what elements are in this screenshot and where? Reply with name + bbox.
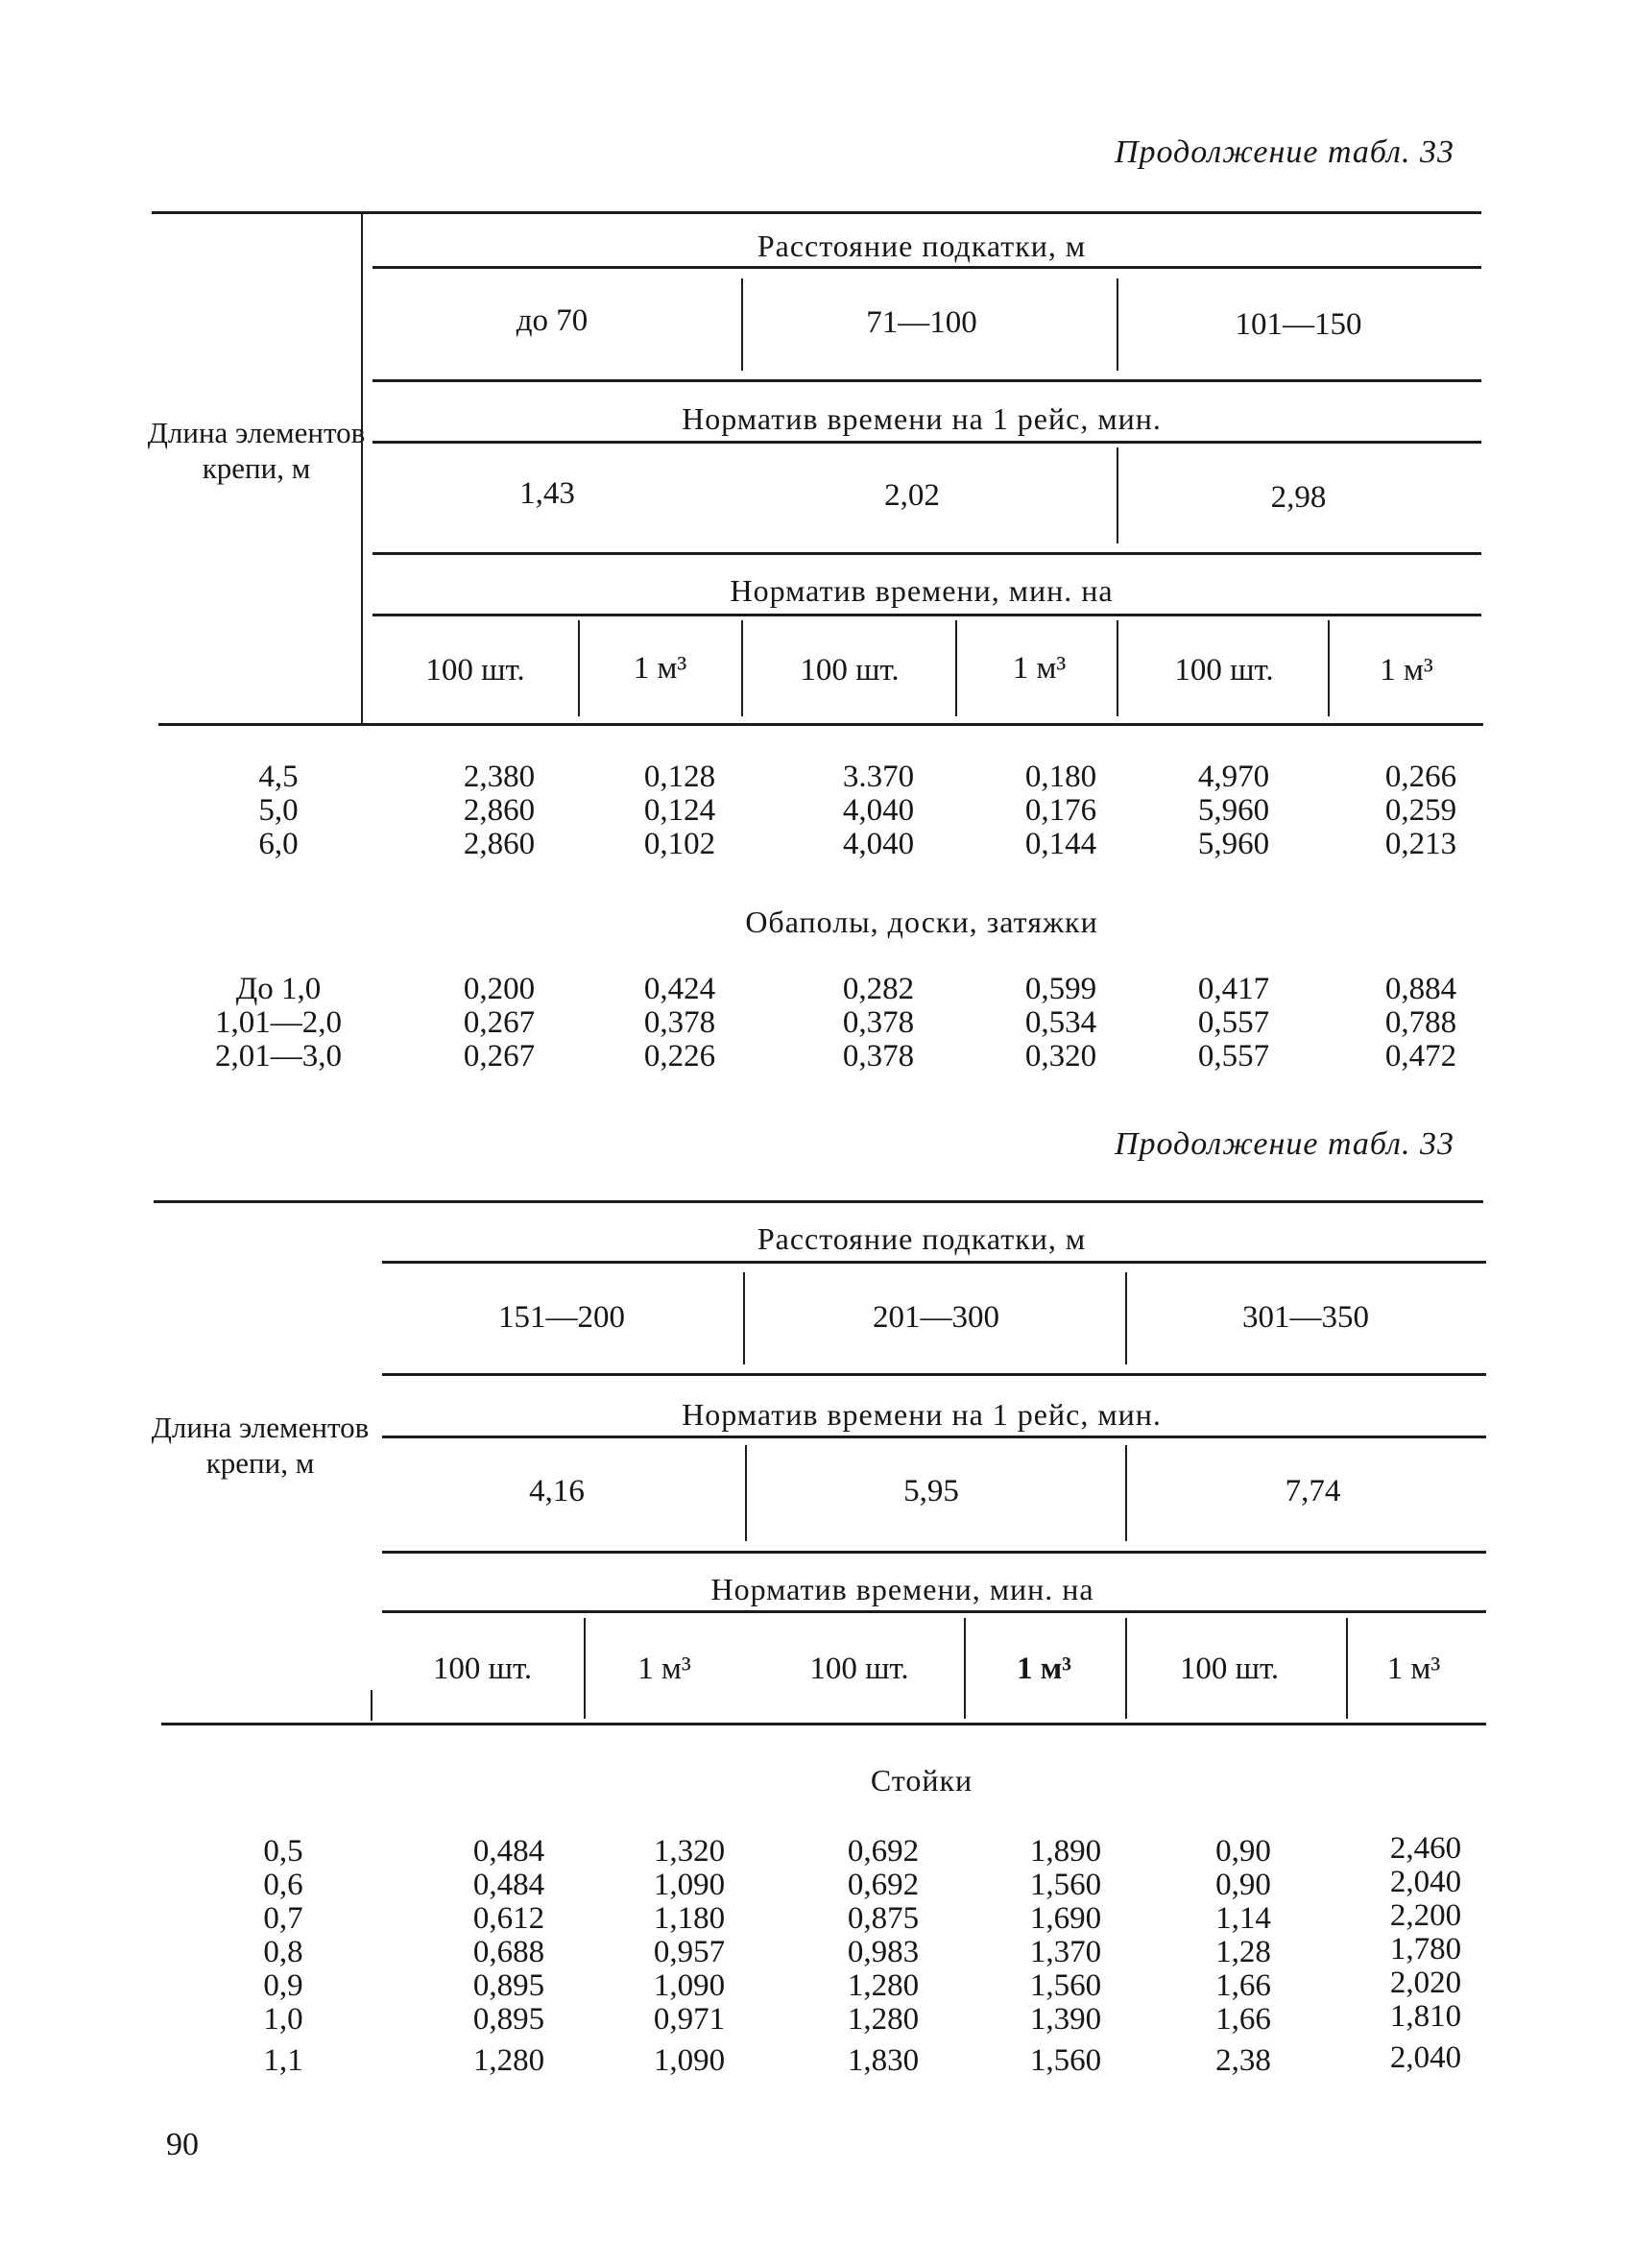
table-1-group-2-title: Обаполы, доски, затяжки: [745, 905, 1098, 939]
table-2-trip-value-3: 7,74: [1285, 1474, 1341, 1508]
table-2-unit-1: 100 шт.: [432, 1652, 533, 1686]
table-cell: 0,102: [643, 827, 716, 861]
table-1-g2-col-2: [603, 973, 757, 1074]
table-row-length: 2,01—3,0: [215, 1039, 342, 1074]
table-cell: 0,957: [653, 1935, 726, 1969]
table-1-unit-4: 1 м³: [1012, 651, 1067, 686]
table-1-rule-4: [372, 552, 1481, 555]
table-cell: 0,557: [1197, 1039, 1270, 1074]
table-2-col-4: [989, 1835, 1142, 2078]
table-1-range-2: 71—100: [866, 305, 977, 340]
table-2-unit-2: 1 м³: [637, 1652, 691, 1686]
table-2-unit-4: 1 м³: [1016, 1652, 1072, 1686]
table-2-top-rule: [154, 1200, 1483, 1203]
table-cell: 2,040: [1389, 1865, 1462, 1899]
table-1-g1-col-4: [984, 760, 1138, 861]
table-1-g2-col-1: [422, 973, 576, 1074]
table-2-unit-div-1: [584, 1618, 586, 1719]
table-1-unit-div-4: [1117, 620, 1118, 716]
table-cell: 0,226: [643, 1039, 716, 1074]
table-row-length: 1,01—2,0: [215, 1005, 342, 1040]
table-2-norm-header: Норматив времени, мин. на: [710, 1572, 1094, 1606]
table-cell: 1,090: [653, 1868, 726, 1902]
table-cell: 0,378: [643, 1005, 716, 1040]
table-2-group-1-title: Стойки: [870, 1763, 973, 1798]
table-1-unit-6: 1 м³: [1380, 653, 1433, 688]
table-2-range-2: 201—300: [873, 1300, 999, 1335]
table-cell: 0,424: [643, 972, 716, 1006]
table-2-distance-header: Расстояние подкатки, м: [757, 1221, 1087, 1256]
table-cell: 0,612: [472, 1901, 545, 1936]
table-cell: 0,557: [1197, 1005, 1270, 1040]
table-cell: 0,534: [1024, 1005, 1097, 1040]
table-row-length: 1,1: [263, 2043, 303, 2078]
table-1-unit-div-5: [1328, 620, 1330, 716]
table-1-distance-header: Расстояние подкатки, м: [757, 229, 1087, 263]
table-cell: 0,692: [847, 1834, 920, 1869]
table-2-length-col: [182, 1835, 384, 2078]
table-2-trip-div-2: [1125, 1445, 1127, 1541]
table-cell: 2,38: [1215, 2043, 1271, 2078]
table-1-rule-1: [372, 266, 1481, 269]
table-cell: 0,971: [653, 2002, 726, 2037]
table-1-g2-col-3: [802, 973, 955, 1074]
table-row-length: 1,0: [263, 2002, 303, 2037]
table-row-length: 4,5: [258, 760, 299, 794]
table-cell: 2,040: [1389, 2040, 1462, 2075]
table-1-unit-2: 1 м³: [633, 651, 687, 686]
table-1-trip-div: [1117, 447, 1118, 543]
table-cell: 2,380: [463, 760, 536, 794]
table-cell: 2,020: [1389, 1966, 1462, 2000]
table-1-unit-div-3: [955, 620, 957, 716]
table-cell: 1,090: [653, 2043, 726, 2078]
table-row-length: 0,9: [263, 1968, 303, 2003]
table-cell: 0,200: [463, 972, 536, 1006]
table-1-rule-2: [372, 379, 1481, 382]
table-1-trip-value-2: 2,02: [884, 478, 940, 513]
table-1-g1-col-2: [603, 760, 757, 861]
table-2-unit-5: 100 шт.: [1179, 1652, 1280, 1686]
table-2-unit-div-3: [1125, 1618, 1127, 1719]
table-cell: 2,200: [1389, 1898, 1462, 1933]
table-cell: 0,213: [1384, 827, 1457, 861]
table-cell: 1,320: [653, 1834, 726, 1869]
table-cell: 1,560: [1029, 1868, 1102, 1902]
table-cell: 1,810: [1389, 1999, 1462, 2034]
page-number: 90: [166, 2127, 199, 2162]
table-row-length: 6,0: [258, 827, 299, 861]
table-2-col-5: [1166, 1835, 1320, 2078]
table-cell: 0,176: [1024, 793, 1097, 828]
table-1-g1-col-6: [1344, 760, 1498, 861]
table-cell: 0,378: [842, 1039, 915, 1074]
table-1-caption: Продолжение табл. 33: [1114, 134, 1454, 170]
table-2-col-6: [1349, 1832, 1502, 2075]
table-1-g2-col-5: [1157, 973, 1310, 1074]
table-2-rule-3: [382, 1436, 1486, 1438]
table-cell: 1,690: [1029, 1901, 1102, 1936]
table-cell: 0,875: [847, 1901, 920, 1936]
table-cell: 0,90: [1215, 1868, 1271, 1902]
table-2-unit-div-0: [371, 1690, 372, 1721]
table-cell: 1,280: [472, 2043, 545, 2078]
table-1-range-1: до 70: [516, 303, 589, 338]
table-2-trip-div-1: [745, 1445, 747, 1541]
table-2-col-1: [432, 1835, 586, 2078]
table-cell: 1,28: [1215, 1935, 1271, 1969]
table-cell: 1,890: [1029, 1834, 1102, 1869]
table-1-range-div-1: [741, 278, 743, 371]
table-cell: 0,688: [472, 1935, 545, 1969]
table-2-unit-6: 1 м³: [1386, 1652, 1441, 1686]
table-2-trip-value-2: 5,95: [903, 1474, 959, 1508]
table-1-g2-length-col: [178, 973, 379, 1074]
table-cell: 1,14: [1215, 1901, 1271, 1936]
table-2-col-3: [806, 1835, 960, 2078]
table-cell: 4,970: [1197, 760, 1270, 794]
table-cell: 0,124: [643, 793, 716, 828]
table-cell: 4,040: [842, 793, 915, 828]
table-2-unit-3: 100 шт.: [809, 1652, 909, 1686]
table-cell: 0,180: [1024, 760, 1097, 794]
table-cell: 4,040: [842, 827, 915, 861]
table-2-rule-4: [382, 1551, 1486, 1554]
table-cell: 2,860: [463, 793, 536, 828]
table-row-length: 0,7: [263, 1901, 303, 1936]
table-cell: 0,259: [1384, 793, 1457, 828]
table-1-g1-col-1: [422, 760, 576, 861]
table-cell: 0,472: [1384, 1039, 1457, 1074]
table-cell: 0,144: [1024, 827, 1097, 861]
table-1-g1-col-3: [802, 760, 955, 861]
table-1-unit-div-1: [578, 620, 580, 716]
table-2-stub-header: Длина элементов крепи, м: [151, 1411, 370, 1480]
table-1-g2-col-4: [984, 973, 1138, 1074]
table-2-trip-header: Норматив времени на 1 рейс, мин.: [682, 1397, 1162, 1432]
table-cell: 0,128: [643, 760, 716, 794]
table-cell: 0,884: [1384, 972, 1457, 1006]
table-cell: 1,370: [1029, 1935, 1102, 1969]
table-row-length: 0,5: [263, 1834, 303, 1869]
table-cell: 5,960: [1197, 793, 1270, 828]
table-cell: 1,180: [653, 1901, 726, 1936]
table-2-col-2: [613, 1835, 766, 2078]
table-cell: 0,282: [842, 972, 915, 1006]
table-1-g1-length-col: [178, 760, 379, 861]
table-1-trip-value-1: 1,43: [519, 476, 575, 511]
table-cell: 0,320: [1024, 1039, 1097, 1074]
table-cell: 0,417: [1197, 972, 1270, 1006]
table-1-rule-3: [372, 441, 1481, 444]
table-cell: 1,560: [1029, 2043, 1102, 2078]
table-cell: 1,560: [1029, 1968, 1102, 2003]
table-row-length: 5,0: [258, 793, 299, 828]
table-1-norm-header: Норматив времени, мин. на: [730, 573, 1114, 608]
table-2-trip-value-1: 4,16: [529, 1474, 585, 1508]
table-2-header-bottom-rule: [161, 1723, 1486, 1725]
table-cell: 0,599: [1024, 972, 1097, 1006]
table-cell: 2,860: [463, 827, 536, 861]
table-cell: 1,090: [653, 1968, 726, 2003]
table-cell: 0,895: [472, 1968, 545, 2003]
table-cell: 1,280: [847, 2002, 920, 2037]
table-cell: 1,280: [847, 1968, 920, 2003]
table-cell: 1,66: [1215, 2002, 1271, 2037]
table-cell: 1,66: [1215, 1968, 1271, 2003]
table-1-rule-5: [372, 614, 1481, 616]
table-1-unit-div-2: [741, 620, 743, 716]
table-2-rule-5: [382, 1610, 1486, 1613]
table-1-range-div-2: [1117, 278, 1118, 371]
table-cell: 0,378: [842, 1005, 915, 1040]
table-cell: 0,267: [463, 1005, 536, 1040]
table-cell: 0,788: [1384, 1005, 1457, 1040]
table-2-range-1: 151—200: [498, 1300, 625, 1335]
table-row-length: 0,6: [263, 1868, 303, 1902]
table-cell: 0,692: [847, 1868, 920, 1902]
table-1-top-rule: [152, 211, 1481, 214]
table-2-range-div-1: [743, 1272, 745, 1364]
table-1-header-bottom-rule: [158, 723, 1483, 726]
table-cell: 0,895: [472, 2002, 545, 2037]
table-cell: 1,390: [1029, 2002, 1102, 2037]
table-1-range-3: 101—150: [1235, 307, 1362, 342]
table-1-stub-header: Длина элементов крепи, м: [147, 416, 366, 485]
table-cell: 0,484: [472, 1834, 545, 1869]
table-1-g2-col-6: [1344, 973, 1498, 1074]
table-1-unit-3: 100 шт.: [800, 653, 900, 688]
table-row-length: 0,8: [263, 1935, 303, 1969]
table-2-rule-1: [382, 1261, 1486, 1264]
table-1-trip-value-3: 2,98: [1270, 480, 1327, 515]
table-2-caption: Продолжение табл. 33: [1114, 1126, 1454, 1162]
table-row-length: До 1,0: [235, 972, 322, 1006]
table-cell: 0,90: [1215, 1834, 1271, 1869]
table-cell: 0,267: [463, 1039, 536, 1074]
table-cell: 0,266: [1384, 760, 1457, 794]
table-2-range-3: 301—350: [1242, 1300, 1369, 1335]
table-cell: 1,830: [847, 2043, 920, 2078]
table-2-rule-2: [382, 1373, 1486, 1376]
table-2-range-div-2: [1125, 1272, 1127, 1364]
table-1-unit-1: 100 шт.: [425, 653, 525, 688]
table-cell: 0,484: [472, 1868, 545, 1902]
table-1-trip-header: Норматив времени на 1 рейс, мин.: [682, 401, 1162, 436]
table-cell: 0,983: [847, 1935, 920, 1969]
table-1-unit-5: 100 шт.: [1174, 653, 1274, 688]
table-cell: 1,780: [1389, 1932, 1462, 1966]
table-cell: 2,460: [1389, 1831, 1462, 1866]
table-1-g1-col-5: [1157, 760, 1310, 861]
table-2-unit-div-2: [964, 1618, 966, 1719]
table-cell: 3.370: [842, 760, 915, 794]
table-cell: 5,960: [1197, 827, 1270, 861]
table-2-unit-div-4: [1346, 1618, 1348, 1719]
